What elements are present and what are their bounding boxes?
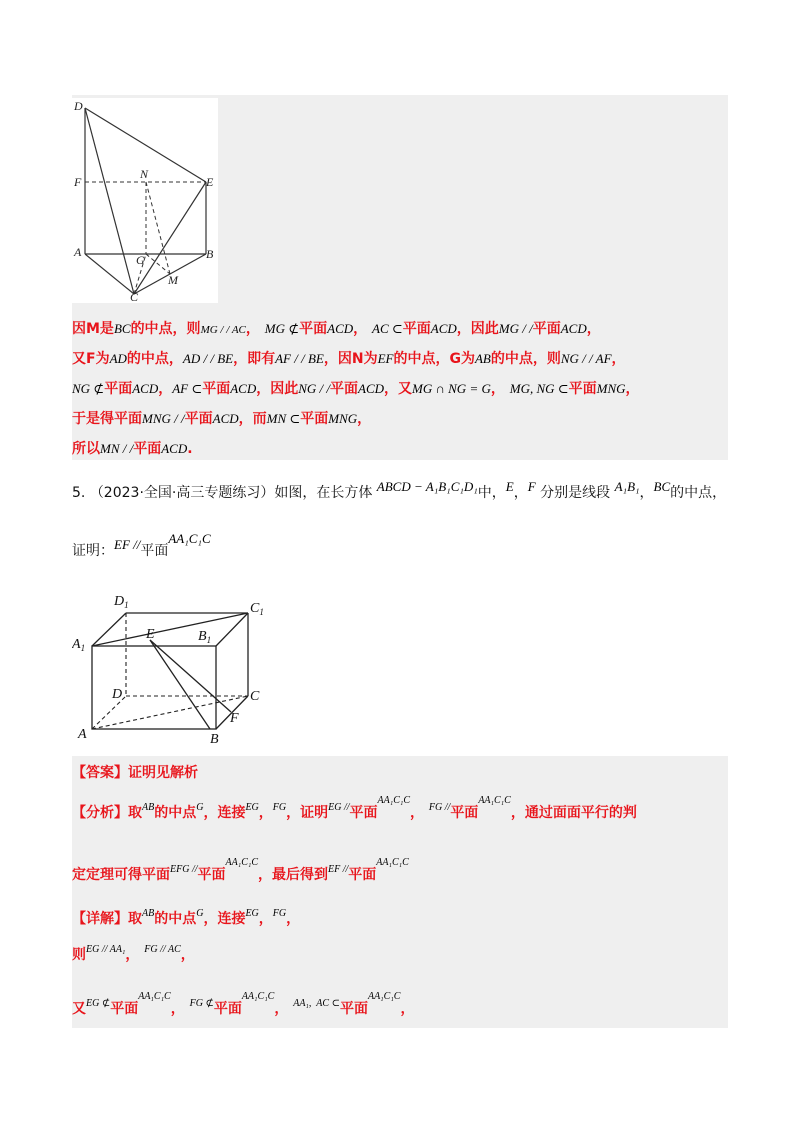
answer-line: 【答案】证明见解析 — [72, 765, 198, 781]
label-G: G — [136, 253, 145, 267]
svg-text:D1: $D_1$ — [114, 594, 129, 610]
solution-4-line-1: 因M是BC的中点，则MG / / AC， MG ⊄平面ACD， AC ⊂平面ACD，因此MG / /平面ACD， — [72, 321, 601, 337]
analysis-line-2: 定定理可得平面$^{EFG //}$平面$^{AA_1C_1C}$，最后得到$^{EF //}$平面$^{AA_1C_1C}$ — [72, 857, 409, 883]
question-5-line-2: 证明：EF //平面AA₁C₁C — [72, 531, 211, 559]
svg-text:A: A — [78, 727, 87, 742]
label-N: N — [140, 167, 149, 181]
svg-text:C1: $C_1$ — [250, 601, 264, 617]
solution-4-line-3: NG ⊄平面ACD，AF ⊂平面ACD，因此NG / /平面ACD，又MG ∩ NG = G， MG, NG ⊂平面MNG， — [72, 381, 640, 397]
detail-line-3: 又$^{EG ⊄}$平面$^{AA_1C_1C}$， $^{FG ⊄}$平面$^{AA_1C_1C}$， $^{AA_1,}$ $^{AC \subset}$平面$^{AA_1C_1C}$， — [72, 991, 415, 1017]
label-E: E — [206, 175, 214, 189]
label-F: F — [74, 175, 82, 189]
svg-text:B1: $B_1$ — [198, 629, 212, 645]
svg-text:E: E — [146, 627, 155, 642]
label-D: D — [74, 99, 83, 113]
solution-4-line-2: 又F为AD的中点，AD / / BE，即有AF / / BE，因N为EF的中点，G为AB的中点，则NG / / AF， — [72, 351, 626, 367]
label-A: A — [74, 245, 82, 259]
detail-line-1: 【详解】取$^{AB}$的中点$^G$，连接$^{EG}$，$^{FG}$， — [72, 908, 301, 927]
pyramid-figure — [72, 98, 218, 303]
svg-text:C: C — [250, 689, 260, 704]
label-C: C — [130, 290, 139, 303]
svg-text:F: F — [230, 711, 239, 726]
question-5-line-1: 5. （2023·全国·高三专题练习）如图，在长方体 ABCD − A₁B₁C₁D₁中，E，F 分别是线段 A₁B₁，BC的中点， — [72, 479, 727, 501]
solution-4-line-4: 于是得平面MNG / /平面ACD，而MN ⊂平面MNG， — [72, 411, 372, 427]
cuboid-figure — [72, 588, 272, 748]
label-M: M — [168, 273, 178, 287]
detail-line-2: 则$^{EG // AA_1}$， $^{FG // AC}$， — [72, 944, 195, 963]
label-B: B — [206, 247, 214, 261]
svg-text:B: B — [210, 732, 219, 747]
svg-text:D: D — [112, 687, 123, 702]
solution-4-line-5: 所以MN / /平面ACD. — [72, 441, 193, 457]
analysis-line-1: 【分析】取$^{AB}$的中点$^G$，连接$^{EG}$，$^{FG}$，证明$^{EG //}$平面$^{AA_1C_1C}$， $^{FG //}$平面$^{AA_1C_1C}$，通过面面平行的判 — [72, 795, 637, 821]
svg-text:A1: $A_1$ — [72, 637, 86, 653]
